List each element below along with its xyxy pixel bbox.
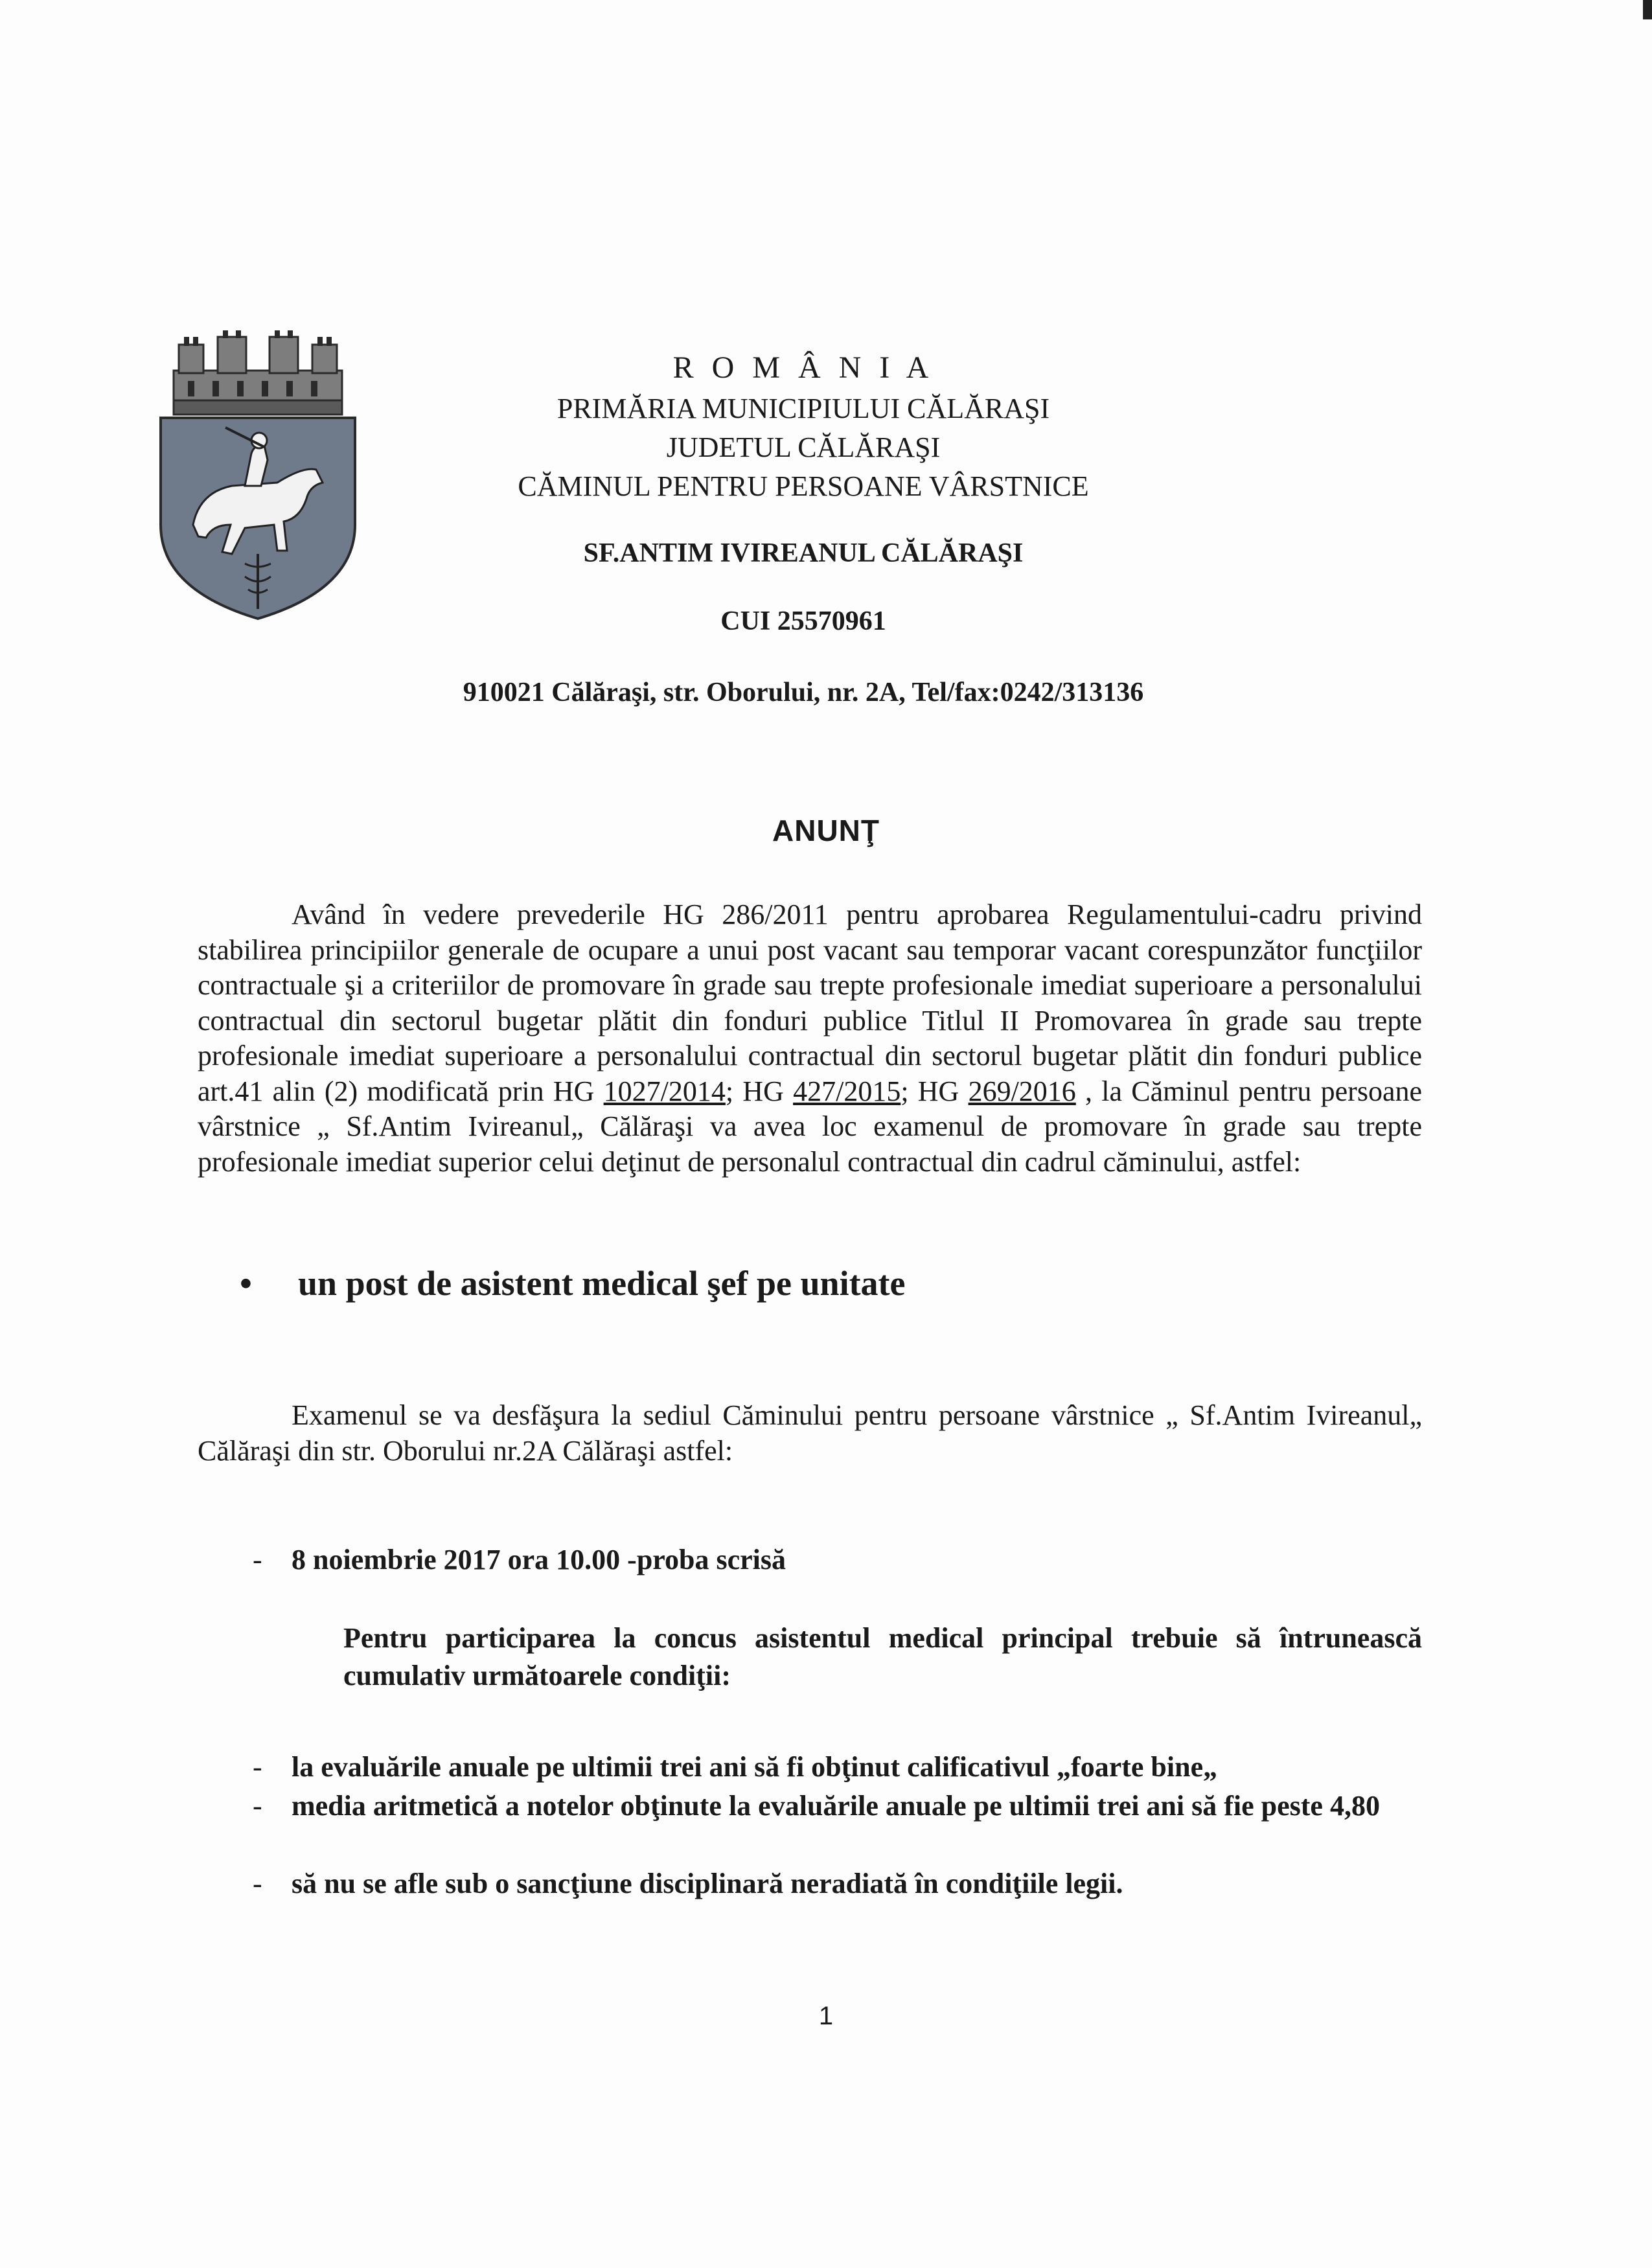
header-cui: CUI 25570961 [720, 606, 886, 636]
header-country: R O M Â N I A [672, 350, 934, 385]
bullet-icon: • [240, 1264, 252, 1303]
condition-item [253, 1788, 1432, 1824]
condition-text: să nu se afle sub o sancţiune disciplinară neradiată în condiţiile legii. [292, 1868, 1123, 1899]
header-unit: CĂMINUL PENTRU PERSOANE VÂRSTNICE [518, 470, 1089, 502]
header-address: 910021 Călăraşi, str. Oborului, nr. 2A, Tel/fax:0242/313136 [463, 678, 1144, 707]
intro-text-part2: , la Căminul pentru persoane vârstnice „ Sf.Antim Ivireanul„ Călăraşi va avea loc examenul de promovare în grade sau trepte profesionale imediat superior celui deţinut de personalul contractual din cadrul căminului, astfel: [198, 1075, 1423, 1178]
intro-separator-2: ; HG [901, 1075, 969, 1107]
document-title: ANUNŢ [772, 814, 880, 847]
exam-schedule-item [253, 1542, 1432, 1578]
exam-schedule-text: 8 noiembrie 2017 ora 10.00 -proba scrisă [292, 1544, 786, 1575]
scan-edge-mark [1643, 0, 1652, 19]
header-county: JUDETUL CĂLĂRAŞI [666, 431, 941, 463]
intro-paragraph [198, 897, 1422, 1180]
condition-item [253, 1866, 1432, 1902]
dash-marker: - [253, 1790, 262, 1822]
header-unit-name: SF.ANTIM IVIREANUL CĂLĂRAŞI [583, 538, 1024, 568]
intro-text-part1: Având în vedere prevederile HG 286/2011 pentru aprobarea Regulamentului-cadru privind stabilirea principiilor generale de ocupare a unui post vacant sau temporar vacant corespunzător funcţiilor contractuale şi a criteriilor de promovare în grade sau trepte profesionale imediat superioare a personalului contractual din sectorul bugetar plătit din fonduri publice Titlul II Promovarea în grade sau trepte profesionale imediat superioare a personalului contractual din sectorul bugetar plătit din fonduri publice art.41 alin (2) modificată prin HG [198, 899, 1422, 1107]
city-coat-of-arms-icon [148, 330, 368, 622]
condition-text: media aritmetică a notelor obţinute la evaluările anuale pe ultimii trei ani să fie peste 4,80 [292, 1790, 1380, 1822]
page-number: 1 [818, 2002, 834, 2030]
position-title: un post de asistent medical şef pe unitate [298, 1264, 906, 1303]
hg-reference-269: 269/2016 [968, 1075, 1076, 1107]
header-institution: PRIMĂRIA MUNICIPIULUI CĂLĂRAŞI [556, 393, 1050, 424]
dash-marker: - [253, 1868, 262, 1899]
dash-marker: - [253, 1544, 262, 1575]
hg-reference-427: 427/2015 [793, 1075, 901, 1107]
intro-separator-1: ; HG [725, 1075, 794, 1107]
hg-reference-1027: 1027/2014 [603, 1075, 726, 1107]
position-bullet-item [240, 1263, 1406, 1303]
dash-marker: - [253, 1751, 262, 1783]
exam-location-paragraph: Examenul se va desfăşura la sediul Căminului pentru persoane vârstnice „ Sf.Antim Ivireanul„ Călăraşi din str. Oborului nr.2A Călăraşi astfel: [198, 1399, 1422, 1467]
condition-item [253, 1749, 1432, 1785]
conditions-intro: Pentru participarea la concus asistentul medical principal trebuie să întrunească cumulativ următoarele condiţii: [343, 1622, 1422, 1691]
condition-text: la evaluările anuale pe ultimii trei ani să fi obţinut calificativul „foarte bine„ [292, 1751, 1218, 1783]
